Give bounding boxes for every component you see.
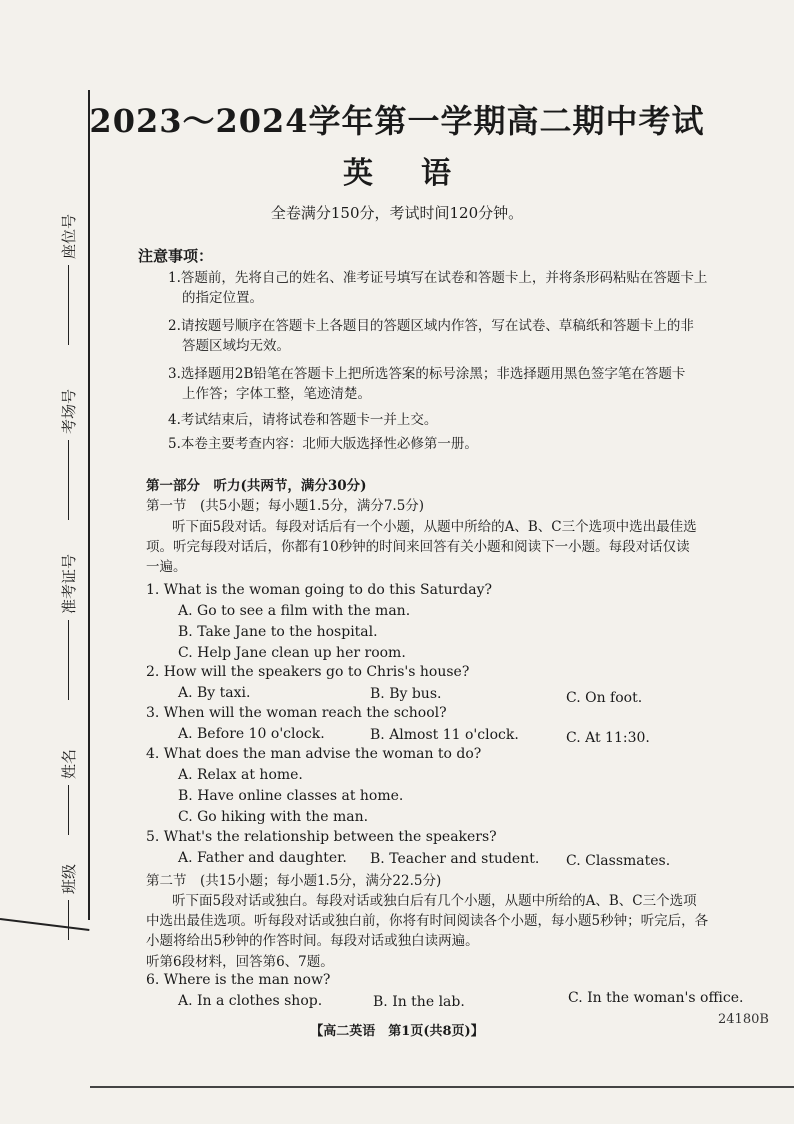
- q6-option-a: A. In a clothes shop.: [178, 993, 323, 1009]
- q3-option-b: B. Almost 11 o'clock.: [370, 727, 519, 743]
- q6-option-b: B. In the lab.: [373, 994, 465, 1010]
- material-6-heading: 听第6段材料，回答第6、7题。: [146, 954, 334, 970]
- exam-meta: 全卷满分150分，考试时间120分钟。: [270, 204, 524, 222]
- notice-item-2: 2.请按题号顺序在答题卡上各题目的答题区域内作答，写在试卷、草稿纸和答题卡上的非 答题区域均无效。: [168, 318, 694, 354]
- class-label: 班级: [58, 864, 79, 940]
- q6-option-c: C. In the woman's office.: [568, 990, 744, 1006]
- q4-option-b: B. Have online classes at home.: [178, 788, 404, 804]
- q1-option-a: A. Go to see a film with the man.: [178, 603, 411, 619]
- bottom-rule: [90, 1086, 794, 1088]
- q2-option-a: A. By taxi.: [178, 685, 251, 701]
- notice-heading: 注意事项：: [138, 247, 214, 265]
- question-5: 5. What's the relationship between the speakers?: [146, 829, 497, 845]
- section2-instructions: 听下面5段对话或独白。每段对话或独白后有几个小题，从题中所给的A、B、C三个选项 中选出最佳选项。听每段对话或独白前，你将有时间阅读各个小题，每小题5秒钟；听完后，各 小题将给出5秒钟的作答时间。每段对话或独白读两遍。: [146, 893, 709, 949]
- q5-option-c: C. Classmates.: [566, 853, 671, 869]
- question-4: 4. What does the man advise the woman to do?: [146, 746, 482, 762]
- q1-option-b: B. Take Jane to the hospital.: [178, 624, 378, 640]
- section2-heading: 第二节 (共15小题；每小题1.5分，满分22.5分): [146, 873, 442, 889]
- q3-option-c: C. At 11:30.: [566, 730, 650, 746]
- notice-item-1: 1.答题前，先将自己的姓名、准考证号填写在试卷和答题卡上，并将条形码粘贴在答题卡上 的指定位置。: [168, 270, 708, 306]
- admission-number-label: 准考证号: [58, 554, 79, 700]
- q4-option-a: A. Relax at home.: [178, 767, 303, 783]
- section1-heading: 第一节 (共5小题；每小题1.5分，满分7.5分): [146, 498, 425, 514]
- question-3: 3. When will the woman reach the school?: [146, 705, 447, 721]
- notice-item-3: 3.选择题用2B铅笔在答题卡上把所选答案的标号涂黑；非选择题用黑色签字笔在答题卡 上作答；字体工整，笔迹清楚。: [168, 366, 686, 402]
- q5-option-b: B. Teacher and student.: [370, 851, 540, 867]
- subject-title: 英语: [343, 156, 499, 191]
- notice-item-5: 5.本卷主要考查内容：北师大版选择性必修第一册。: [168, 436, 478, 452]
- question-2: 2. How will the speakers go to Chris's house?: [146, 664, 470, 680]
- part1-heading: 第一部分 听力(共两节，满分30分): [146, 478, 367, 494]
- paper-code: 24180B: [718, 1012, 769, 1027]
- seat-number-label: 座位号: [58, 214, 79, 345]
- q5-option-a: A. Father and daughter.: [178, 850, 347, 866]
- q3-option-a: A. Before 10 o'clock.: [178, 726, 325, 742]
- notice-item-4: 4.考试结束后，请将试卷和答题卡一并上交。: [168, 412, 438, 428]
- q2-option-b: B. By bus.: [370, 686, 442, 702]
- question-6: 6. Where is the man now?: [146, 972, 331, 988]
- section1-instructions: 听下面5段对话。每段对话后有一个小题，从题中所给的A、B、C三个选项中选出最佳选 项。听完每段对话后，你都有10秒钟的时间来回答有关小题和阅读下一小题。每段对话仅读 一遍。: [146, 519, 697, 575]
- q2-option-c: C. On foot.: [566, 690, 643, 706]
- exam-title: 2023～2024学年第一学期高二期中考试: [89, 102, 705, 140]
- exam-room-label: 考场号: [58, 389, 79, 520]
- name-label: 姓名: [58, 749, 79, 835]
- q4-option-c: C. Go hiking with the man.: [178, 809, 369, 825]
- q1-option-c: C. Help Jane clean up her room.: [178, 645, 406, 661]
- question-1: 1. What is the woman going to do this Saturday?: [146, 582, 493, 598]
- page-footer: 【高二英语 第1页(共8页)】: [310, 1024, 484, 1039]
